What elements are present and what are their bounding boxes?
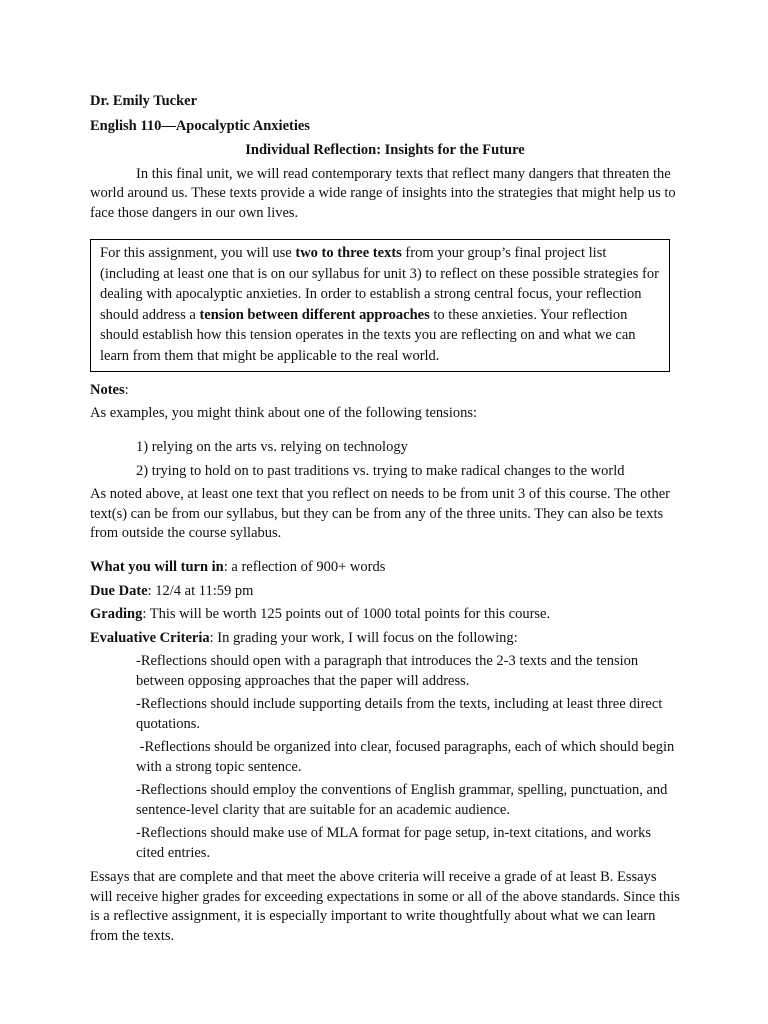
criterion-item: -Reflections should make use of MLA format for page setup, in-text citations, and works cited entries. bbox=[136, 825, 652, 861]
notes-heading bbox=[90, 381, 680, 401]
box-text-2: from your group’s final project list (including at least one that is on our syllabus for unit 3) to reflect on these possible strategies for dealing with apocalyptic anxieties. In order to establish a strong central focus, your reflection should address a bbox=[100, 245, 659, 323]
examples-intro: As examples, you might think about one of the following tensions: bbox=[90, 405, 478, 422]
criterion-item: -Reflections should include supporting details from the texts, including at least three direct quotations. bbox=[136, 696, 663, 732]
turn-in-label: What you will turn in bbox=[90, 559, 224, 576]
box-bold-tension: tension between different approaches bbox=[199, 306, 430, 323]
turn-in-value: : a reflection of 900+ words bbox=[223, 559, 386, 576]
grading-field bbox=[90, 605, 680, 625]
intro-paragraph: In this final unit, we will read contemporary texts that reflect many dangers that threaten the world around us. These texts provide a wide range of insights into the strategies that might help us to face those dangers in our own lives. bbox=[90, 165, 676, 221]
course-name: English 110—Apocalyptic Anxieties bbox=[90, 117, 310, 134]
assignment-document bbox=[90, 92, 680, 961]
notes-colon: : bbox=[124, 381, 129, 398]
tension-item: 1) relying on the arts vs. relying on technology bbox=[136, 439, 408, 456]
criteria-value: : In grading your work, I will focus on the following: bbox=[209, 629, 518, 646]
criteria-label: Evaluative Criteria bbox=[90, 629, 210, 646]
criterion-item: -Reflections should open with a paragraph that introduces the 2-3 texts and the tension between opposing approaches that the paper will address. bbox=[136, 653, 639, 689]
tension-item: 2) trying to hold on to past traditions vs. trying to make radical changes to the world bbox=[136, 462, 625, 479]
due-date-field bbox=[90, 582, 680, 602]
assignment-title: Individual Reflection: Insights for the Future bbox=[245, 142, 525, 158]
notes-label: Notes bbox=[90, 381, 125, 398]
turn-in-field bbox=[90, 558, 680, 578]
criteria-field bbox=[90, 629, 680, 649]
box-text-3: to these anxieties. Your reflection should establish how this tension operates in the texts you are reflecting on and what we can learn from them that might be applicable to the real world. bbox=[100, 306, 636, 364]
due-date-label: Due Date bbox=[90, 582, 148, 599]
box-text-1: For this assignment, you will use bbox=[100, 245, 296, 261]
criterion-item: -Reflections should employ the conventions of English grammar, spelling, punctuation, and sentence-level clarity that are suitable for an academic audience. bbox=[136, 782, 668, 818]
unit-note: As noted above, at least one text that you reflect on needs to be from unit 3 of this course. The other text(s) can be from our syllabus, but they can be from any of the three units. They can also be texts from outside the course syllabus. bbox=[90, 486, 670, 542]
due-date-value: : 12/4 at 11:59 pm bbox=[147, 582, 254, 599]
criterion-item: -Reflections should be organized into clear, focused paragraphs, each of which should begin with a strong topic sentence. bbox=[136, 739, 675, 775]
instructor-name: Dr. Emily Tucker bbox=[90, 93, 198, 109]
assignment-description-box bbox=[90, 239, 670, 372]
grading-value: : This will be worth 125 points out of 1000 total points for this course. bbox=[142, 606, 551, 623]
closing-paragraph: Essays that are complete and that meet the above criteria will receive a grade of at least B. Essays will receive higher grades for exceeding expectations in some or all of the above standards. Since this is a reflective assignment, it is especially important to write thoughtfully about what we can learn from the texts. bbox=[90, 869, 680, 944]
box-bold-texts: two to three texts bbox=[295, 245, 402, 261]
grading-label: Grading bbox=[90, 606, 143, 623]
